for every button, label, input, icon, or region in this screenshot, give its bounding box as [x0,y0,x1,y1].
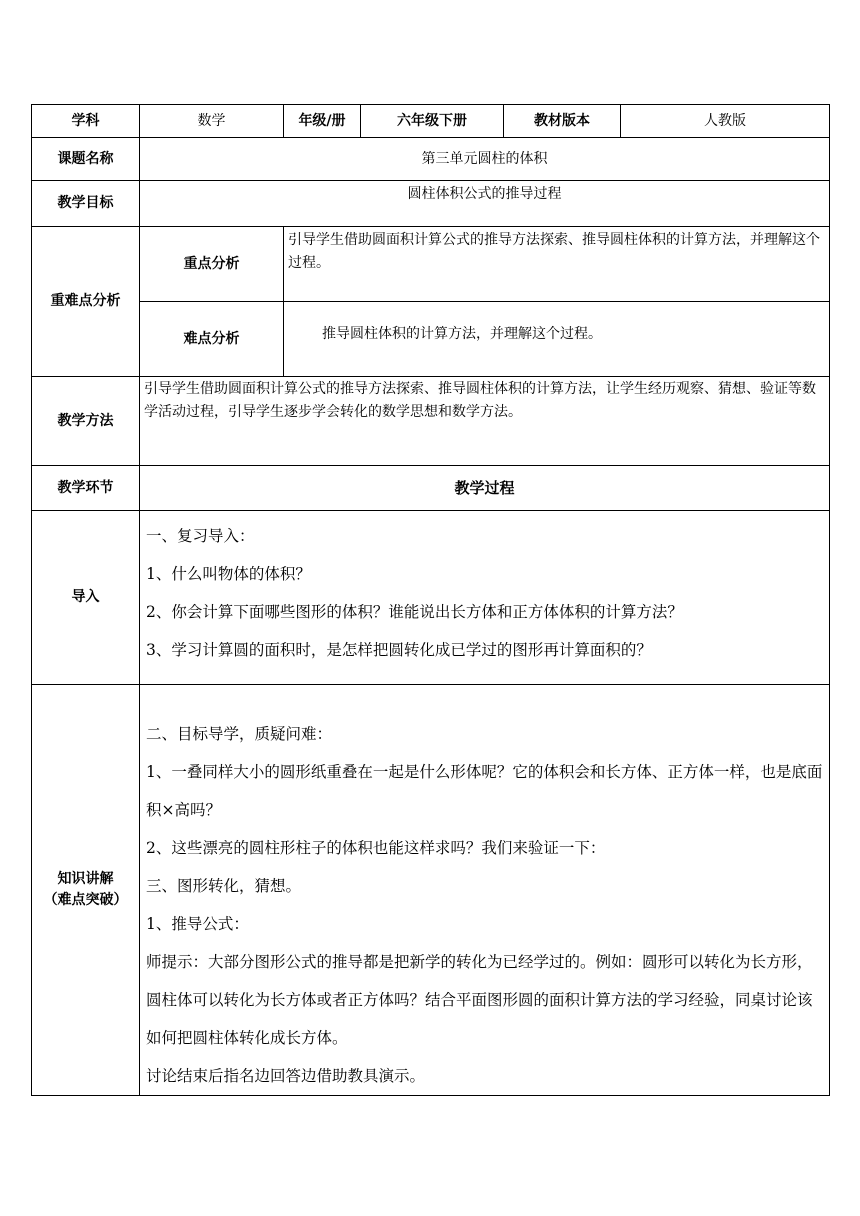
method-label: 教学方法 [32,377,140,466]
knowledge-line: 1、推导公式： [146,915,249,933]
edition-value: 人教版 [621,105,830,138]
header-row [32,105,830,138]
process-title: 教学过程 [140,466,830,511]
difficult-analysis-text: 推导圆柱体积的计算方法，并理解这个过程。 [322,326,602,342]
key-analysis-text: 引导学生借助圆面积计算公式的推导方法探索、推导圆柱体积的计算方法，并理解这个过程。 [288,232,820,271]
method-text: 引导学生借助圆面积计算公式的推导方法探索、推导圆柱体积的计算方法，让学生经历观察、猜想、验证等数学活动过程，引导学生逐步学会转化的数学思想和数学方法。 [144,381,816,420]
key-analysis-label: 重点分析 [140,227,284,302]
knowledge-label-line2: （难点突破） [43,892,128,908]
goal-row [32,181,830,227]
knowledge-line: 2、这些漂亮的圆柱形柱子的体积也能这样求吗？我们来验证一下： [146,839,606,857]
knowledge-line: 三、图形转化，猜想。 [146,877,302,895]
process-header-row [32,466,830,511]
knowledge-label-line1: 知识讲解 [57,871,114,887]
knowledge-line: 师提示：大部分图形公式的推导都是把新学的转化为已经学过的。例如：圆形可以转化为长方形，圆柱体可以转化为长方体或者正方体吗？结合平面图形圆的面积计算方法的学习经验，同桌讨论该如何把圆柱体转化成长方体。 [146,953,813,1047]
intro-line: 一、复习导入： [146,527,255,545]
process-stage-label: 教学环节 [32,466,140,511]
knowledge-line: 讨论结束后指名边回答边借助教具演示。 [146,1067,426,1085]
difficult-analysis-label: 难点分析 [140,302,284,377]
topic-row [32,138,830,181]
subject-label: 学科 [32,105,140,138]
subject-value: 数学 [140,105,284,138]
knowledge-row [32,685,830,1096]
knowledge-line: 1、一叠同样大小的圆形纸重叠在一起是什么形体呢？它的体积会和长方体、正方体一样，也是底面积×高吗？ [146,763,823,819]
edition-label: 教材版本 [504,105,621,138]
goal-value: 圆柱体积公式的推导过程 [140,181,830,227]
grade-label: 年级/册 [284,105,361,138]
intro-row [32,511,830,685]
intro-line: 3、学习计算圆的面积时，是怎样把圆转化成已学过的图形再计算面积的？ [146,641,652,659]
difficult-analysis-row [32,302,830,377]
grade-value: 六年级下册 [361,105,504,138]
goal-label: 教学目标 [32,181,140,227]
lesson-plan-table [31,104,830,1096]
method-row [32,377,830,466]
intro-line: 2、你会计算下面哪些图形的体积？谁能说出长方体和正方体体积的计算方法？ [146,603,683,621]
topic-label: 课题名称 [32,138,140,181]
knowledge-line: 二、目标导学，质疑问难： [146,725,333,743]
intro-line: 1、什么叫物体的体积？ [146,565,311,583]
topic-value: 第三单元圆柱的体积 [140,138,830,181]
key-analysis-row [32,227,830,302]
analysis-label: 重难点分析 [32,227,140,377]
intro-label: 导入 [32,511,140,685]
knowledge-label [32,685,140,1096]
